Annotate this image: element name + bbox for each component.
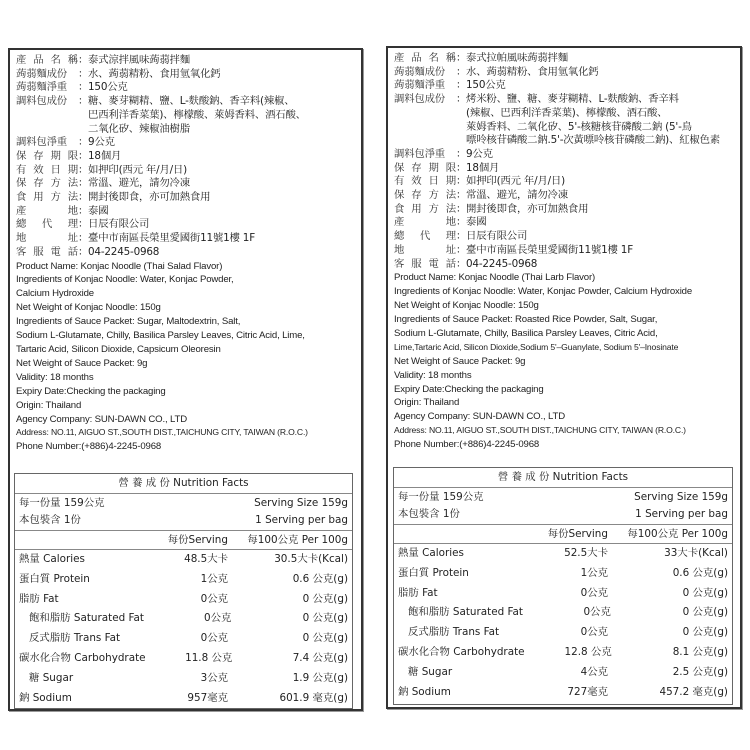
nutrient-row [394, 623, 732, 643]
zh-field-value: 日辰有限公司 [466, 230, 528, 243]
zh-field-key: 總 代 理 [16, 218, 78, 231]
english-line: Ingredients of Sauce Packet: Sugar, Maltodextrin, Salt, [16, 316, 241, 328]
colon-separator: ： [78, 177, 89, 190]
zh-field-value: 泰式拉帕風味蒟蒻拌麵 [466, 52, 568, 64]
colon-separator: ： [78, 191, 89, 204]
colon-separator: ： [78, 67, 89, 80]
english-line: Net Weight of Konjac Noodle: 150g [16, 302, 161, 314]
zh-row-product-name [394, 52, 736, 66]
zh-row-origin [16, 205, 357, 219]
zh-field-value: 150公克 [466, 79, 506, 92]
nutrient-name: 脂肪 Fat [19, 592, 59, 605]
servings-en: 1 Serving per bag [255, 514, 348, 526]
column-header-per-serving: 每份Serving [167, 534, 228, 546]
chinese-info-block [394, 52, 736, 452]
zh-field-key: 蒟蒻麵淨重 [394, 79, 445, 92]
colon-separator: ： [78, 245, 89, 258]
zh-field-key: 地 址 [16, 232, 78, 245]
colon-separator: ： [456, 243, 467, 256]
colon-separator: ： [456, 147, 467, 160]
nutrient-name: 蛋白質 Protein [19, 572, 90, 585]
zh-row-phone [394, 258, 736, 272]
english-line: Net Weight of Sauce Packet: 9g [16, 357, 148, 369]
zh-field-key: 調料包淨重 [394, 147, 445, 160]
zh-row-phone [16, 246, 357, 260]
zh-field-key: 產 品 名 稱 [394, 52, 456, 64]
english-line: Origin: Thailand [16, 399, 82, 411]
english-line: Expiry Date:Checking the packaging [394, 383, 544, 395]
nutrient-name: 脂肪 Fat [398, 586, 438, 599]
per-serving-value: 52.5大卡 [564, 547, 608, 559]
per-serving-value: 0公克 [583, 606, 611, 619]
servings-per-bag-row [19, 512, 348, 529]
colon-separator: ： [78, 163, 89, 176]
english-line: Net Weight of Konjac Noodle: 150g [394, 300, 539, 312]
nutrient-row [394, 683, 732, 703]
chinese-info-block [16, 54, 357, 454]
per-serving-value: 957毫克 [187, 691, 228, 704]
zh-field-key: 產 品 名 稱 [16, 54, 78, 66]
nutrient-name: 飽和脂肪 Saturated Fat [29, 612, 144, 625]
zh-field-key: 有 效 日 期 [394, 175, 456, 188]
zh-field-value: 開封後即食，亦可加熱食用 [88, 191, 211, 204]
english-line: Validity: 18 months [394, 369, 472, 381]
zh-field-value: 水、蒟蒻精粉、食用氫氧化鈣 [88, 67, 221, 80]
colon-separator: ： [78, 204, 89, 217]
per-serving-value: 3公克 [200, 671, 228, 684]
nutrient-name: 鈉 Sodium [398, 685, 451, 698]
column-header-per-100g: 每100公克 Per 100g [627, 528, 728, 540]
english-line: Calcium Hydroxide [16, 288, 94, 300]
nutrient-row [15, 550, 352, 570]
per-serving-value: 727毫克 [567, 685, 608, 698]
colon-separator: ： [456, 257, 467, 270]
column-header-nutrient [15, 531, 138, 549]
zh-field-value: 如押印(西元 年/月/日) [88, 163, 187, 176]
nutrient-name: 碳水化合物 Carbohydrate [19, 651, 146, 664]
zh-field-value: 臺中市南區長榮里愛國街11號1樓 1F [466, 243, 633, 256]
per-serving-value: 0公克 [204, 612, 232, 625]
colon-separator: ： [78, 95, 89, 108]
servings-per-bag-row [398, 506, 728, 523]
nutrient-row [15, 590, 352, 610]
zh-field-value: 泰式涼拌風味蒟蒻拌麵 [88, 54, 190, 66]
nutrient-row [15, 689, 352, 709]
english-line: Product Name: Konjac Noodle (Thai Salad Flavor) [16, 260, 223, 272]
colon-separator: ： [78, 218, 89, 231]
english-line: Address: NO.11, AIGUO ST.,SOUTH DIST.,TAICHUNG CITY, TAIWAN (R.O.C.) [394, 425, 686, 436]
per-serving-value: 0公克 [580, 586, 608, 599]
nutrient-name: 飽和脂肪 Saturated Fat [408, 606, 523, 619]
label-card-thai-larb [386, 46, 742, 709]
nutrient-row [394, 603, 732, 623]
serving-size-zh: 每一份量 159公克 [19, 497, 105, 509]
serving-size-zh: 每一份量 159公克 [398, 491, 484, 503]
zh-field-key: 總 代 理 [394, 230, 456, 243]
nutrient-name: 熱量 Calories [398, 547, 464, 559]
per-100g-value: 30.5大卡(Kcal) [274, 553, 348, 565]
zh-field-value: 18個月 [88, 149, 122, 162]
colon-separator: ： [78, 54, 89, 66]
per-100g-value: 0 公克(g) [682, 606, 728, 619]
per-serving-value: 0公克 [200, 632, 228, 645]
zh-field-value: 泰國 [466, 216, 487, 229]
zh-field-key: 保 存 方 法 [16, 177, 78, 190]
nutrient-name: 反式脂肪 Trans Fat [408, 626, 500, 639]
zh-field-value: 水、蒟蒻精粉、食用氫氧化鈣 [466, 65, 599, 78]
english-line: Expiry Date:Checking the packaging [16, 385, 166, 397]
colon-separator: ： [78, 149, 89, 162]
zh-field-key: 地 址 [394, 243, 456, 256]
nutrient-name: 糖 Sugar [29, 671, 74, 684]
per-serving-value: 11.8 公克 [185, 651, 233, 664]
zh-row-address [16, 232, 357, 246]
per-100g-value: 0 公克(g) [302, 612, 348, 625]
colon-separator: ： [78, 232, 89, 245]
per-100g-value: 0.6 公克(g) [672, 566, 728, 579]
nutrient-row [15, 629, 352, 649]
zh-row-usage [394, 203, 736, 217]
zh-row-agent [394, 230, 736, 244]
english-line: Origin: Thailand [394, 397, 460, 409]
colon-separator: ： [456, 189, 467, 202]
serving-size-row [398, 489, 728, 506]
zh-field-key: 有 效 日 期 [16, 163, 78, 176]
zh-field-value: 臺中市南區長榮里愛國街11號1樓 1F [88, 232, 255, 245]
nutrient-name: 鈉 Sodium [19, 691, 72, 704]
english-line: Ingredients of Konjac Noodle: Water, Konjac Powder, [16, 274, 234, 286]
english-info-block [394, 271, 736, 452]
column-header-nutrient [394, 525, 518, 543]
zh-field-key: 調料包成份 [394, 93, 445, 106]
zh-field-value: 烤米粉、鹽、糖、麥芽糊精、L-麩酸鈉、香辛料 (辣椒、巴西利洋香菜葉)、檸檬酸、酒石酸、 萊姆香料、二氧化矽、5'-核糖核苷磷酸二鈉 (5'-鳥 嘌呤核苷磷酸二鈉.5'-次黃嘌呤核苷磷酸二鈉)、紅椒色素 [466, 93, 720, 147]
servings-zh: 本包裝含 1份 [398, 508, 460, 520]
per-serving-value: 0公克 [580, 626, 608, 639]
colon-separator: ： [456, 65, 467, 78]
zh-field-value: 9公克 [466, 147, 493, 160]
nutrient-row [15, 649, 352, 669]
english-line: Lime,Tartaric Acid, Silicon Dioxide,Sodium 5'–Guanylate, Sodium 5'–Inosinate [394, 341, 679, 352]
zh-row-shelf-life [16, 150, 357, 164]
nutrition-title: 營 養 成 份 Nutrition Facts [394, 468, 732, 488]
zh-field-key: 食 用 方 法 [16, 191, 78, 204]
nutrient-name: 熱量 Calories [19, 553, 85, 565]
nutrient-row [394, 663, 732, 683]
zh-field-key: 蒟蒻麵成份 [16, 67, 67, 80]
english-line: Product Name: Konjac Noodle (Thai Larb Flavor) [394, 272, 596, 284]
per-serving-value: 48.5大卡 [184, 553, 228, 565]
colon-separator: ： [456, 230, 467, 243]
zh-field-key: 產 地 [394, 216, 456, 229]
english-line: Sodium L-Glutamate, Chilly, Basilica Parsley Leaves, Citric Acid, [394, 327, 658, 339]
colon-separator: ： [456, 175, 467, 188]
zh-field-key: 蒟蒻麵成份 [394, 65, 445, 78]
zh-row-noodle-weight [394, 79, 736, 93]
serving-info [394, 488, 732, 525]
english-line: Phone Number:(+886)4-2245-0968 [394, 439, 540, 451]
nutrient-row [15, 669, 352, 689]
zh-row-usage [16, 191, 357, 205]
zh-row-storage [394, 189, 736, 203]
zh-field-key: 保 存 期 限 [16, 149, 78, 162]
zh-field-value: 18個月 [466, 161, 500, 174]
per-100g-value: 0 公克(g) [682, 586, 728, 599]
colon-separator: ： [456, 216, 467, 229]
per-100g-value: 457.2 毫克(g) [659, 685, 728, 698]
zh-field-value: 開封後即食，亦可加熱食用 [466, 202, 589, 215]
colon-separator: ： [456, 93, 467, 106]
nutrient-row [394, 584, 732, 604]
zh-field-value: 常溫、避光，請勿冷凍 [466, 189, 568, 202]
serving-info [15, 494, 352, 531]
zh-field-value: 糖、麥芽糊精、鹽、L-麩酸鈉、香辛料(辣椒、 巴西利洋香菜葉)、檸檬酸、萊姆香料、酒石酸、 二氧化矽、辣椒油樹脂 [88, 95, 306, 135]
zh-field-value: 日辰有限公司 [88, 218, 150, 231]
english-line: Ingredients of Konjac Noodle: Water, Konjac Powder, Calcium Hydroxide [394, 286, 693, 298]
zh-field-key: 保 存 方 法 [394, 189, 456, 202]
zh-field-value: 04-2245-0968 [466, 257, 538, 270]
english-line: Agency Company: SUN-DAWN CO., LTD [16, 413, 187, 425]
column-header-per-100g: 每100公克 Per 100g [247, 534, 348, 546]
servings-zh: 本包裝含 1份 [19, 514, 81, 526]
colon-separator: ： [78, 81, 89, 94]
per-serving-value: 1公克 [200, 572, 228, 585]
zh-field-key: 食 用 方 法 [394, 202, 456, 215]
zh-field-key: 客 服 電 話 [16, 245, 78, 258]
per-100g-value: 0.6 公克(g) [292, 572, 348, 585]
nutrient-row [394, 643, 732, 663]
zh-field-key: 調料包成份 [16, 95, 67, 108]
colon-separator: ： [456, 52, 467, 64]
zh-field-value: 泰國 [88, 204, 109, 217]
nutrition-title: 營 養 成 份 Nutrition Facts [15, 474, 352, 494]
per-serving-value: 12.8 公克 [564, 645, 612, 658]
zh-row-sauce-ingredients [16, 95, 357, 136]
servings-en: 1 Serving per bag [635, 508, 728, 520]
zh-row-noodle-ingredients [16, 68, 357, 82]
english-line: Agency Company: SUN-DAWN CO., LTD [394, 411, 565, 423]
english-line: Sodium L-Glutamate, Chilly, Basilica Parsley Leaves, Citric Acid, Lime, [16, 330, 305, 342]
nutrient-row [394, 544, 732, 564]
english-info-block [16, 260, 357, 455]
colon-separator: ： [78, 136, 89, 149]
english-line: Validity: 18 months [16, 371, 94, 383]
per-100g-value: 8.1 公克(g) [672, 645, 728, 658]
zh-field-value: 如押印(西元 年/月/日) [466, 175, 565, 188]
per-100g-value: 2.5 公克(g) [672, 665, 728, 678]
per-100g-value: 7.4 公克(g) [292, 651, 348, 664]
zh-row-sauce-weight [16, 136, 357, 150]
zh-field-value: 04-2245-0968 [88, 245, 160, 258]
per-serving-value: 0公克 [200, 592, 228, 605]
english-line: Tartaric Acid, Silicon Dioxide, Capsicum Oleoresin [16, 343, 221, 355]
per-100g-value: 0 公克(g) [302, 632, 348, 645]
per-serving-value: 1公克 [580, 566, 608, 579]
zh-field-key: 保 存 期 限 [394, 161, 456, 174]
zh-row-expiry [394, 175, 736, 189]
zh-row-agent [16, 218, 357, 232]
label-card-thai-salad [8, 48, 363, 711]
zh-field-value: 9公克 [88, 136, 115, 149]
zh-field-key: 調料包淨重 [16, 136, 67, 149]
nutrition-facts-table [393, 467, 733, 705]
nutrient-row [15, 609, 352, 629]
serving-size-row [19, 495, 348, 512]
zh-row-storage [16, 177, 357, 191]
column-header-per-serving: 每份Serving [547, 528, 608, 540]
serving-size-en: Serving Size 159g [254, 497, 348, 509]
colon-separator: ： [456, 161, 467, 174]
per-100g-value: 1.9 公克(g) [292, 671, 348, 684]
serving-size-en: Serving Size 159g [634, 491, 728, 503]
zh-field-key: 蒟蒻麵淨重 [16, 81, 67, 94]
nutrient-name: 蛋白質 Protein [398, 566, 469, 579]
column-header-row [394, 525, 732, 544]
zh-field-key: 客 服 電 話 [394, 257, 456, 270]
per-100g-value: 601.9 毫克(g) [279, 691, 348, 704]
nutrient-name: 碳水化合物 Carbohydrate [398, 645, 525, 658]
zh-field-value: 常溫、避光，請勿冷凍 [88, 177, 190, 190]
zh-row-expiry [16, 164, 357, 178]
zh-row-origin [394, 216, 736, 230]
english-line: Address: NO.11, AIGUO ST.,SOUTH DIST.,TAICHUNG CITY, TAIWAN (R.O.C.) [16, 427, 308, 438]
nutrient-name: 糖 Sugar [408, 665, 453, 678]
zh-row-sauce-weight [394, 148, 736, 162]
zh-row-noodle-ingredients [394, 66, 736, 80]
zh-field-value: 150公克 [88, 81, 128, 94]
zh-row-product-name [16, 54, 357, 68]
zh-row-shelf-life [394, 162, 736, 176]
colon-separator: ： [456, 79, 467, 92]
colon-separator: ： [456, 202, 467, 215]
zh-row-sauce-ingredients [394, 93, 736, 148]
per-100g-value: 0 公克(g) [682, 626, 728, 639]
nutrient-row [394, 564, 732, 584]
zh-row-address [394, 244, 736, 258]
english-line: Net Weight of Sauce Packet: 9g [394, 355, 526, 367]
zh-row-noodle-weight [16, 81, 357, 95]
per-100g-value: 33大卡(Kcal) [664, 547, 728, 559]
column-header-row [15, 531, 352, 550]
per-100g-value: 0 公克(g) [302, 592, 348, 605]
zh-field-key: 產 地 [16, 204, 78, 217]
nutrient-row [15, 570, 352, 590]
per-serving-value: 4公克 [580, 665, 608, 678]
english-line: Ingredients of Sauce Packet: Roasted Rice Powder, Salt, Sugar, [394, 313, 658, 325]
english-line: Phone Number:(+886)4-2245-0968 [16, 441, 162, 453]
nutrition-facts-table [14, 473, 353, 709]
nutrient-name: 反式脂肪 Trans Fat [29, 632, 121, 645]
